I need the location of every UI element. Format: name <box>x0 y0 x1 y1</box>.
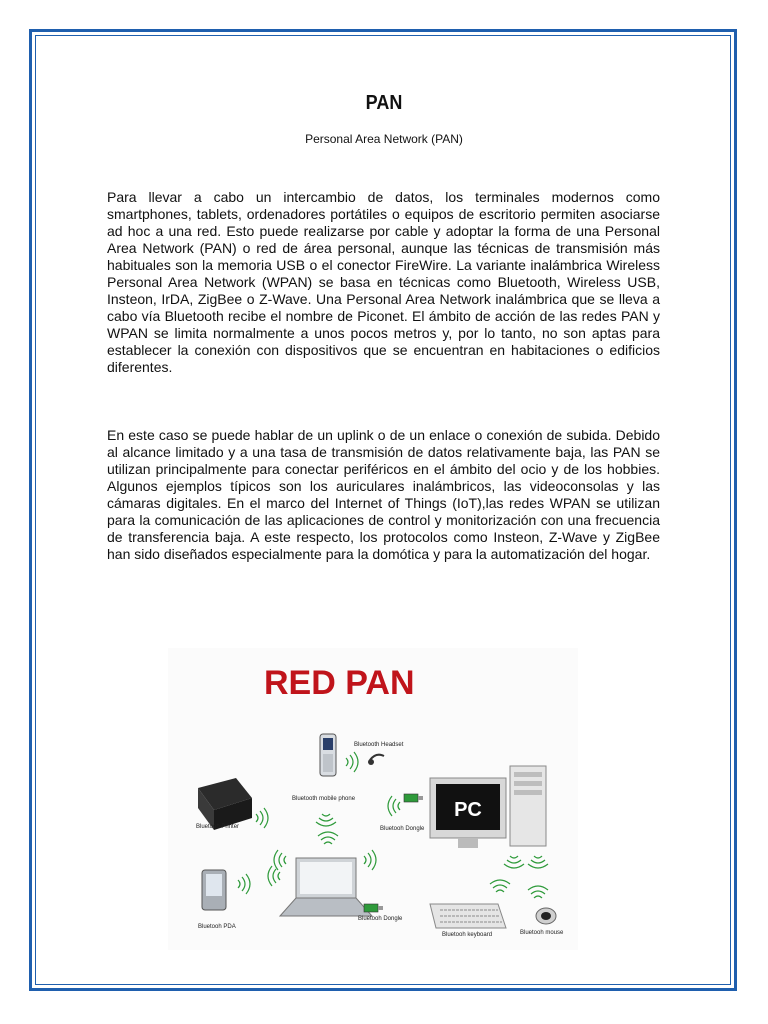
pda-icon <box>202 870 226 910</box>
pc-monitor-icon <box>430 778 506 848</box>
printer-icon <box>198 778 252 830</box>
laptop-dongle-icon <box>364 904 383 912</box>
keyboard-label: Bluetooh keyboard <box>442 932 493 938</box>
mouse-label: Bluetooh mouse <box>520 930 564 936</box>
printer-label: Bluetooh Printer <box>196 824 240 830</box>
laptop-icon <box>280 858 372 916</box>
paragraph-2: En este caso se puede hablar de un uplink o de un enlace o conexión de subida. Debido al alcance limitado y a una tasa de transmisión de datos relativamente baja, las PAN se utilizan principalmente para conectar periféricos en el ámbito del ocio y de los hobbies. Algunos ejemplos típicos son los auriculares inalámbricos, las videoconsolas y las cámaras digitales. En el marco del Internet of Things (IoT),las redes WPAN se utilizan para la comunicación de las aplicaciones de control y monitorización con una frecuencia de transferencia baja. A este respecto, los protocolos como Insteon, Z-Wave y ZigBee han sido diseñados especialmente para la domótica y para la automatización del hogar. <box>107 427 660 562</box>
red-pan-figure <box>168 648 578 950</box>
pda-label: Bluetooh PDA <box>198 924 236 930</box>
headset-icon <box>368 755 384 765</box>
pc-dongle-label: Bluetooh Dongle <box>380 826 425 832</box>
device-illustrations <box>168 648 578 950</box>
keyboard-icon <box>430 904 506 928</box>
document-title: PAN <box>365 92 403 114</box>
document-subtitle: Personal Area Network (PAN) <box>305 132 463 146</box>
paragraph-1: Para llevar a cabo un intercambio de datos, los terminales modernos como smartphones, tablets, ordenadores portátiles o equipos de escritorio permiten asociarse ad hoc a una red. Esto puede realizarse por cable y adoptar la forma de una Personal Area Network (PAN) o red de área personal, aunque las técnicas de transmisión más habituales son la memoria USB o el conector FireWire. La variante inalámbrica Wireless Personal Area Network (WPAN) se basa en técnicas como Bluetooth, Wireless USB, Insteon, IrDA, ZigBee o Z-Wave. Una Personal Area Network inalámbrica que se lleva a cabo vía Bluetooth recibe el nombre de Piconet. El ámbito de acción de las redes PAN y WPAN se limita normalmente a unos pocos metros y, por lo tanto, no son aptas para establecer la conexión con dispositivos que se encuentran en habitaciones o edificios diferentes. <box>107 189 660 375</box>
mouse-icon <box>536 908 556 924</box>
mobile-phone-icon <box>320 734 336 776</box>
headset-label: Bluetooth Headset <box>354 742 404 748</box>
figure-title: RED PAN <box>264 664 415 702</box>
pc-screen-label: PC <box>454 799 482 821</box>
phone-label: Bluetooth mobile phone <box>292 796 356 802</box>
pc-tower-icon <box>510 766 546 846</box>
usb-dongle-icon <box>404 794 423 802</box>
laptop-dongle-label: Bluetooh Dongle <box>358 916 403 922</box>
